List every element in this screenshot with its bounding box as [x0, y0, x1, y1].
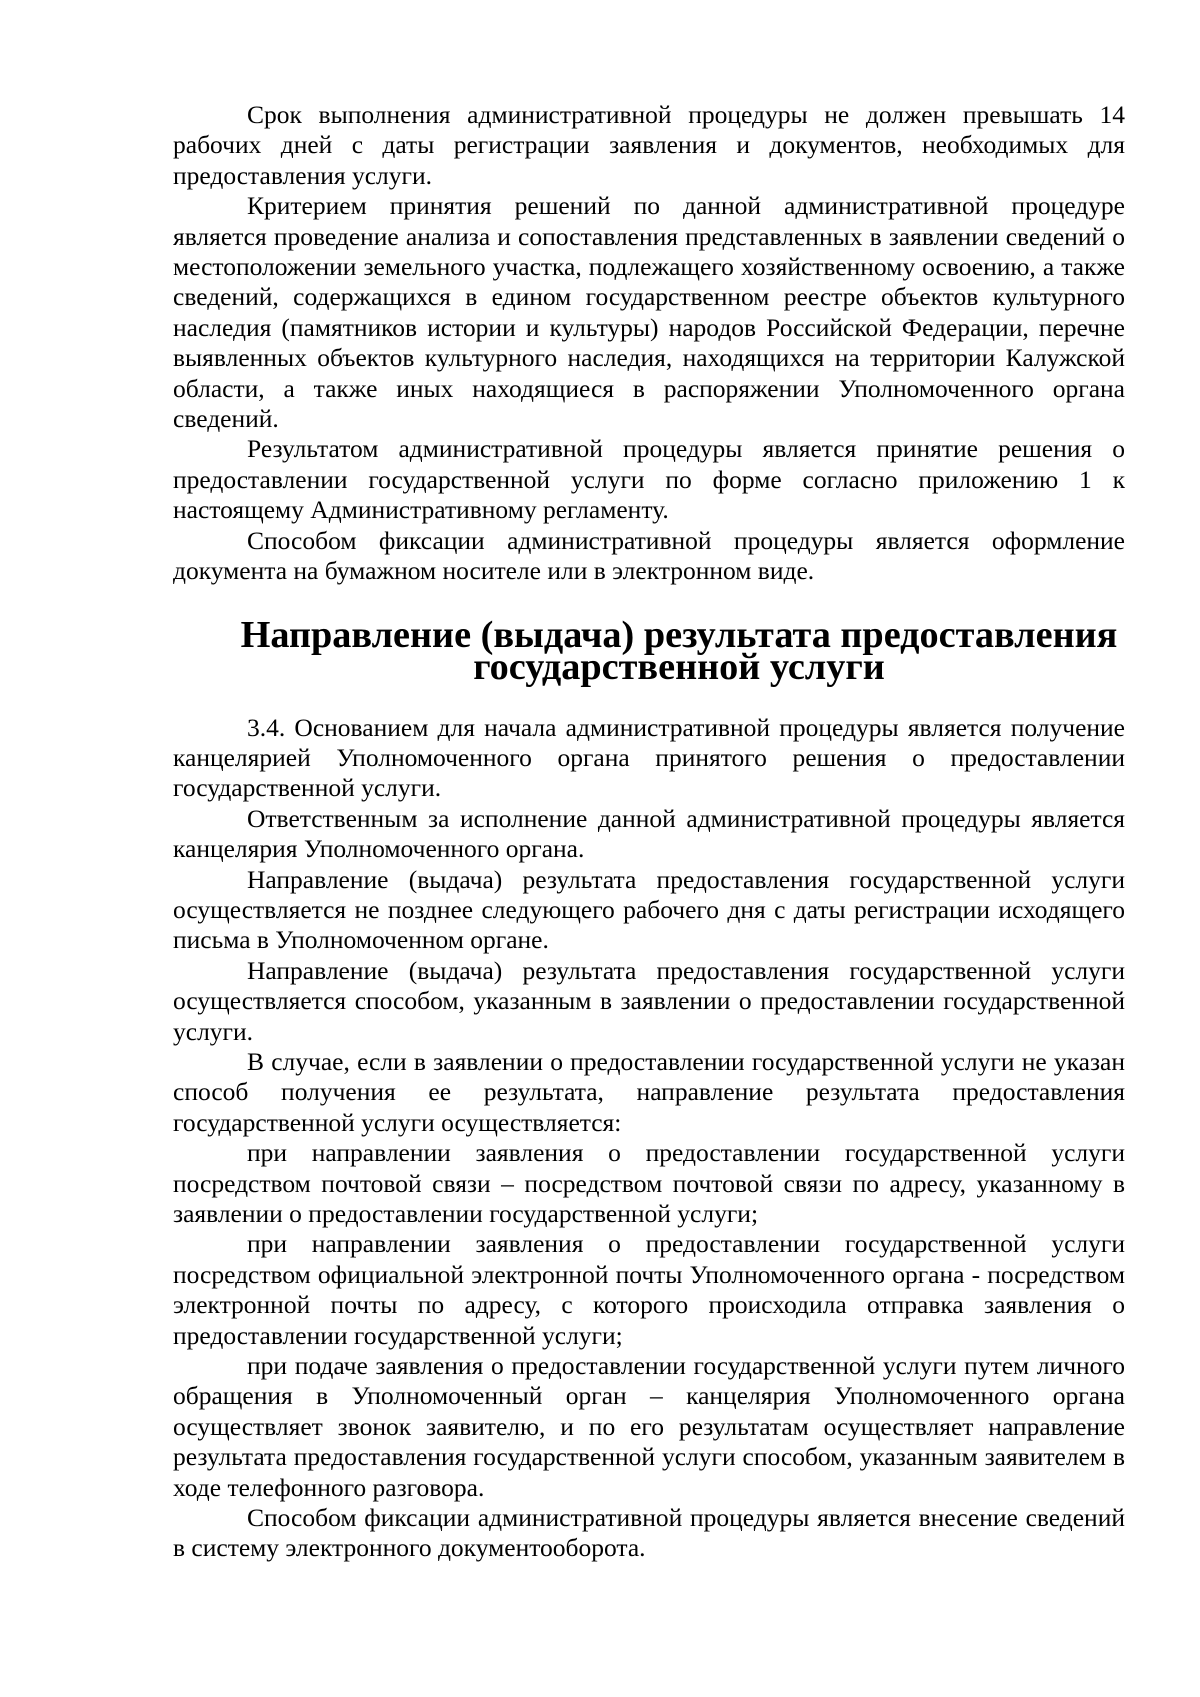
paragraph: 3.4. Основанием для начала административной процедуры является получение канцелярией Уполномоченного органа принятого решения о предоставлении государственной услуги.: [173, 712, 1125, 803]
paragraph: при направлении заявления о предоставлении государственной услуги посредством почтовой связи – посредством почтовой связи по адресу, указанному в заявлении о предоставлении государственной услуги;: [173, 1138, 1125, 1228]
section-heading: Направление (выдача) результата предоставления государственной услуги: [240, 613, 1118, 688]
paragraph: В случае, если в заявлении о предоставлении государственной услуги не указан способ получения ее результата, направление результата предоставления государственной услуги осуществляется:: [173, 1046, 1125, 1137]
paragraph: Срок выполнения административной процедуры не должен превышать 14 рабочих дней с даты регистрации заявления и документов, необходимых для предоставления услуги.: [173, 100, 1125, 190]
paragraph: Ответственным за исполнение данной административной процедуры является канцелярия Уполномоченного органа.: [173, 803, 1125, 864]
paragraph: Направление (выдача) результата предоставления государственной услуги осуществляется не позднее следующего рабочего дня с даты регистрации исходящего письма в Уполномоченном органе.: [173, 864, 1125, 955]
document-body: [173, 100, 1125, 1564]
paragraph: Направление (выдача) результата предоставления государственной услуги осуществляется способом, указанным в заявлении о предоставлении государственной услуги.: [173, 955, 1125, 1046]
paragraph: при направлении заявления о предоставлении государственной услуги посредством официальной электронной почты Уполномоченного органа - посредством электронной почты по адресу, с которого происходила отправка заявления о предоставлении государственной услуги;: [173, 1229, 1125, 1350]
paragraph: Способом фиксации административной процедуры является внесение сведений в систему электронного документооборота.: [173, 1503, 1125, 1563]
paragraph: Результатом административной процедуры является принятие решения о предоставлении государственной услуги по форме согласно приложению 1 к настоящему Административному регламенту.: [173, 434, 1125, 525]
paragraph: Способом фиксации административной процедуры является оформление документа на бумажном носителе или в электронном виде.: [173, 525, 1125, 586]
paragraph: Критерием принятия решений по данной административной процедуре является проведение анализа и сопоставления представленных в заявлении сведений о местоположении земельного участка, подлежащего хозяйственному освоению, а также сведений, содержащихся в едином государственном реестре объектов культурного наследия (памятников истории и культуры) народов Российской Федерации, перечне выявленных объектов культурного наследия, находящихся на территории Калужской области, а также иных находящиеся в распоряжении Уполномоченного органа сведений.: [173, 191, 1125, 434]
paragraph: при подаче заявления о предоставлении государственной услуги путем личного обращения в Уполномоченный орган – канцелярия Уполномоченного органа осуществляет звонок заявителю, и по его результатам осуществляет направление результата предоставления государственной услуги способом, указанным заявителем в ходе телефонного разговора.: [173, 1351, 1125, 1502]
